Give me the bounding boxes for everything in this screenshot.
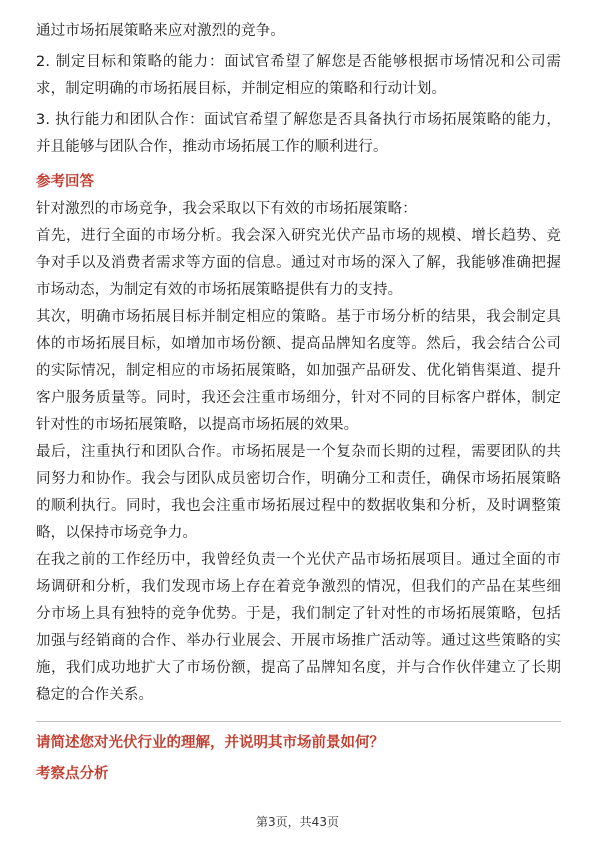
next-question-heading: 请简述您对光伏行业的理解，并说明其市场前景如何？ [36, 735, 384, 751]
point-2-paragraph: 2. 制定目标和策略的能力：面试官希望了解您是否能够根据市场情况和公司需求，制定明确的市场拓展目标，并制定相应的策略和行动计划。 [36, 54, 561, 97]
answer-heading: 参考回答 [36, 174, 94, 190]
answer-paragraph-1: 首先，进行全面的市场分析。我会深入研究光伏产品市场的规模、增长趋势、竞争对手以及消费者需求等方面的信息。通过对市场的深入了解，我能够准确把握市场动态，为制定有效的市场拓展策略提供有力的支持。 [36, 228, 561, 298]
page-content [36, 18, 561, 788]
analysis-heading: 考察点分析 [36, 766, 109, 782]
point-3-paragraph: 3. 执行能力和团队合作：面试官希望了解您是否具备执行市场拓展策略的能力，并且能够与团队合作，推动市场拓展工作的顺利进行。 [36, 112, 561, 155]
page-number: 第3页，共43页 [256, 815, 339, 829]
answer-paragraph-4: 在我之前的工作经历中，我曾经负责一个光伏产品市场拓展项目。通过全面的市场调研和分析，我们发现市场上存在着竞争激烈的情况，但我们的产品在某些细分市场上具有独特的竞争优势。于是，我们制定了针对性的市场拓展策略，包括加强与经销商的合作、举办行业展会、开展市场推广活动等。通过这些策略的实施，我们成功地扩大了市场份额，提高了品牌知名度，并与合作伙伴建立了长期稳定的合作关系。 [36, 552, 561, 703]
answer-paragraph-3: 最后，注重执行和团队合作。市场拓展是一个复杂而长期的过程，需要团队的共同努力和协作。我会与团队成员密切合作，明确分工和责任，确保市场拓展策略的顺利执行。同时，我也会注重市场拓展过程中的数据收集和分析，及时调整策略，以保持市场竞争力。 [36, 444, 561, 541]
answer-intro: 针对激烈的市场竞争，我会采取以下有效的市场拓展策略： [36, 201, 417, 217]
paragraph-continuation: 通过市场拓展策略来应对激烈的竞争。 [36, 23, 286, 39]
section-divider [36, 721, 561, 722]
answer-paragraph-2: 其次，明确市场拓展目标并制定相应的策略。基于市场分析的结果，我会制定具体的市场拓展目标，如增加市场份额、提高品牌知名度等。然后，我会结合公司的实际情况，制定相应的市场拓展策略，如加强产品研发、优化销售渠道、提升客户服务质量等。同时，我还会注重市场细分，针对不同的目标客户群体，制定针对性的市场拓展策略，以提高市场拓展的效果。 [36, 309, 561, 433]
